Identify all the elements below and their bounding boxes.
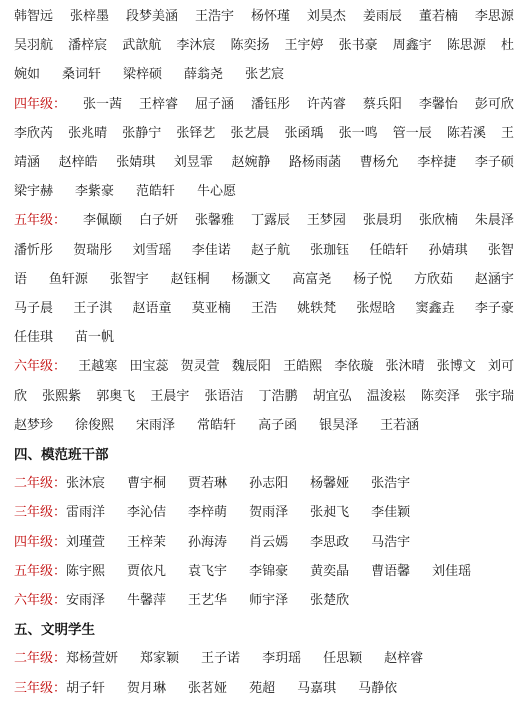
student-name: 张函瑀 (284, 126, 324, 141)
student-name: 李玥瑶 (262, 651, 302, 666)
student-name: 范皓轩 (136, 184, 176, 199)
student-name: 王皓熙 (283, 359, 323, 374)
student-name: 张婧琪 (116, 155, 156, 170)
student-name: 高富尧 (292, 272, 332, 287)
student-name: 马静依 (358, 681, 398, 696)
student-name: 孙海涛 (188, 535, 228, 550)
name-line (14, 590, 514, 612)
student-name: 杜 (500, 38, 514, 53)
student-name: 丁露辰 (250, 213, 290, 228)
name-line (14, 298, 514, 320)
student-name: 薛翁尧 (184, 67, 224, 82)
student-name: 师宇泽 (249, 593, 289, 608)
student-name: 张艺宸 (245, 67, 285, 82)
student-name: 杨馨娅 (310, 476, 350, 491)
student-name: 张宇瑞 (474, 389, 514, 404)
student-name: 贺月琳 (127, 681, 167, 696)
student-name: 王若涵 (380, 418, 420, 433)
section-heading: 四、模范班干部 (14, 447, 109, 463)
student-name: 赵子航 (250, 243, 290, 258)
student-name: 贺瑞彤 (73, 243, 113, 258)
student-name: 许芮睿 (306, 97, 346, 112)
name-line (14, 415, 514, 437)
student-name: 欣 (14, 389, 28, 404)
student-name: 常皓轩 (197, 418, 237, 433)
student-name: 王宇婷 (284, 38, 324, 53)
student-name: 陈思源 (446, 38, 486, 53)
student-name: 蔡兵阳 (362, 97, 402, 112)
student-name: 贺灵萱 (180, 359, 220, 374)
student-name: 魏辰阳 (231, 359, 271, 374)
student-name: 李子豪 (474, 301, 514, 316)
student-name: 张沐晴 (385, 359, 425, 374)
student-name: 刘昱霏 (173, 155, 213, 170)
student-name: 李梓捷 (417, 155, 457, 170)
grade-label: 四年级： (14, 535, 67, 550)
name-line (14, 123, 514, 145)
student-name: 田宝蕊 (129, 359, 169, 374)
student-name: 贾依凡 (127, 564, 167, 579)
student-name: 窦鑫垚 (415, 301, 455, 316)
student-name: 李佳诺 (191, 243, 231, 258)
student-name: 黄奕晶 (310, 564, 350, 579)
student-name: 胡子轩 (66, 681, 106, 696)
student-name: 刘昊杰 (306, 9, 346, 24)
name-line (14, 561, 514, 583)
student-name: 张熙紫 (42, 389, 82, 404)
student-name: 王梦园 (306, 213, 346, 228)
grade-label: 六年级： (14, 359, 67, 374)
student-name: 张智宇 (109, 272, 149, 287)
student-name: 李佳颖 (371, 505, 411, 520)
student-name: 宋雨泽 (136, 418, 176, 433)
student-name: 莫亚楠 (191, 301, 231, 316)
student-name: 李馨怡 (418, 97, 458, 112)
student-name: 武歆航 (122, 38, 162, 53)
student-name: 姜雨辰 (362, 9, 402, 24)
student-name: 彭可欣 (474, 97, 514, 112)
student-name: 张兆晴 (68, 126, 108, 141)
grade-label: 三年级： (14, 681, 67, 696)
student-name: 杨怀瑾 (250, 9, 290, 24)
student-name: 袁飞宇 (188, 564, 228, 579)
name-line (14, 678, 514, 700)
student-name: 张楚欣 (310, 593, 350, 608)
student-name: 张沐宸 (66, 476, 106, 491)
student-name: 王 (500, 126, 514, 141)
student-name: 杨子悦 (353, 272, 393, 287)
student-name: 李思源 (474, 9, 514, 24)
student-name: 周鑫宇 (392, 38, 432, 53)
student-name: 李子硕 (474, 155, 514, 170)
student-name: 管一辰 (392, 126, 432, 141)
name-line (14, 356, 514, 378)
name-line (14, 181, 514, 203)
student-name: 李依璇 (334, 359, 374, 374)
student-name: 梁梓硕 (123, 67, 163, 82)
student-name: 孙志阳 (249, 476, 289, 491)
student-name: 王越寒 (78, 359, 118, 374)
name-line (14, 473, 514, 495)
student-name: 路杨雨菡 (289, 155, 342, 170)
student-name: 桑词轩 (62, 67, 102, 82)
student-name: 张欣楠 (418, 213, 458, 228)
student-name: 孙婧琪 (428, 243, 468, 258)
student-name: 刘瑾萱 (66, 535, 106, 550)
name-line (14, 532, 514, 554)
student-name: 王浩 (250, 301, 277, 316)
student-name: 李沐宸 (176, 38, 216, 53)
student-name: 马浩宇 (371, 535, 411, 550)
student-name: 张铎艺 (176, 126, 216, 141)
student-name: 王浩宇 (194, 9, 234, 24)
student-name: 郑家颖 (140, 651, 180, 666)
student-name: 李紫豪 (75, 184, 115, 199)
student-name: 贾若琳 (188, 476, 228, 491)
student-name: 潘忻彤 (14, 243, 54, 258)
student-name: 张晨玥 (362, 213, 402, 228)
student-name: 张智 (487, 243, 514, 258)
student-name: 王梓茉 (127, 535, 167, 550)
student-name: 张珈钰 (310, 243, 350, 258)
student-name: 胡宜弘 (312, 389, 352, 404)
section-heading: 五、文明学生 (14, 622, 95, 638)
student-name: 赵语童 (132, 301, 172, 316)
student-name: 高子函 (258, 418, 298, 433)
student-name: 张一鸣 (338, 126, 378, 141)
name-line (14, 240, 514, 262)
student-name: 张馨雅 (194, 213, 234, 228)
name-line (14, 152, 514, 174)
student-name: 赵梓皓 (58, 155, 98, 170)
name-line (14, 648, 514, 670)
student-name: 张浩宇 (371, 476, 411, 491)
student-name: 靖涵 (14, 155, 41, 170)
student-name: 张静宁 (122, 126, 162, 141)
name-line (14, 502, 514, 524)
student-name: 张煜晗 (356, 301, 396, 316)
student-name: 屈子涵 (194, 97, 234, 112)
student-name: 董若楠 (418, 9, 458, 24)
student-name: 丁浩鹏 (258, 389, 298, 404)
student-name: 陈宇熙 (66, 564, 106, 579)
student-name: 张语洁 (204, 389, 244, 404)
name-line (14, 386, 514, 408)
grade-label: 四年级： (14, 97, 67, 112)
student-name: 刘可 (487, 359, 514, 374)
student-name: 贺雨泽 (249, 505, 289, 520)
student-name: 温浚崧 (366, 389, 406, 404)
student-name: 吴羽航 (14, 38, 54, 53)
student-name: 银昊泽 (319, 418, 359, 433)
student-name: 潘梓宸 (68, 38, 108, 53)
grade-label: 二年级： (14, 476, 67, 491)
student-name: 陈奕扬 (230, 38, 270, 53)
student-name: 陈若溪 (446, 126, 486, 141)
student-name: 张博文 (436, 359, 476, 374)
student-name: 陈奕泽 (420, 389, 460, 404)
student-name: 马子晨 (14, 301, 54, 316)
grade-label: 五年级： (14, 564, 67, 579)
student-name: 刘佳瑶 (432, 564, 472, 579)
student-name: 段梦美涵 (125, 9, 178, 24)
student-name: 赵钰桐 (170, 272, 210, 287)
student-name: 李思政 (310, 535, 350, 550)
student-name: 郑杨萱妍 (66, 651, 119, 666)
student-name: 牛心愿 (197, 184, 237, 199)
student-name: 鱼轩源 (48, 272, 88, 287)
grade-label: 二年级： (14, 651, 67, 666)
student-name: 任皓轩 (369, 243, 409, 258)
student-name: 王晨宇 (150, 389, 190, 404)
student-name: 赵涵宇 (474, 272, 514, 287)
student-name: 安雨泽 (66, 593, 106, 608)
student-name: 苑超 (249, 681, 276, 696)
student-name: 李锦豪 (249, 564, 289, 579)
student-name: 朱晨泽 (474, 213, 514, 228)
student-name: 张梓墨 (69, 9, 109, 24)
student-name: 刘雪瑶 (132, 243, 172, 258)
student-name: 张茗娅 (188, 681, 228, 696)
grade-label: 三年级： (14, 505, 67, 520)
student-name: 马嘉琪 (297, 681, 337, 696)
student-name: 郭奥飞 (96, 389, 136, 404)
student-name: 李佩颐 (82, 213, 122, 228)
student-name: 语 (14, 272, 28, 287)
student-name: 任佳琪 (14, 330, 54, 345)
student-name: 张艺晨 (230, 126, 270, 141)
student-name: 赵梓睿 (384, 651, 424, 666)
student-name: 王子诺 (201, 651, 241, 666)
name-line (14, 94, 514, 116)
student-name: 杨灏文 (231, 272, 271, 287)
student-name: 徐俊熙 (75, 418, 115, 433)
student-name: 曹宇桐 (127, 476, 167, 491)
student-name: 李欣芮 (14, 126, 54, 141)
student-name: 韩智远 (14, 9, 54, 24)
student-name: 婉如 (14, 67, 41, 82)
name-line (14, 327, 514, 349)
student-name: 王艺华 (188, 593, 228, 608)
student-name: 张书豪 (338, 38, 378, 53)
name-line (14, 64, 514, 86)
name-line (14, 6, 514, 28)
student-name: 赵梦珍 (14, 418, 54, 433)
student-name: 牛馨萍 (127, 593, 167, 608)
student-name: 潘钰彤 (250, 97, 290, 112)
student-name: 曹杨允 (359, 155, 399, 170)
student-name: 肖云嫣 (249, 535, 289, 550)
student-name: 雷雨洋 (66, 505, 106, 520)
student-name: 王梓睿 (138, 97, 178, 112)
student-name: 张一茜 (82, 97, 122, 112)
grade-label: 五年级： (14, 213, 67, 228)
name-line (14, 35, 514, 57)
grade-label: 六年级： (14, 593, 67, 608)
name-line (14, 269, 514, 291)
student-name: 姚轶梵 (297, 301, 337, 316)
student-name: 李沁佶 (127, 505, 167, 520)
student-name: 张昶飞 (310, 505, 350, 520)
student-name: 曹语馨 (371, 564, 411, 579)
name-line (14, 210, 514, 232)
student-name: 李梓萌 (188, 505, 228, 520)
student-name: 王子淇 (73, 301, 113, 316)
student-name: 梁宇赫 (14, 184, 54, 199)
student-name: 苗一帆 (75, 330, 115, 345)
student-name: 白子妍 (138, 213, 178, 228)
student-name: 方欣茹 (414, 272, 454, 287)
student-name: 赵婉静 (231, 155, 271, 170)
student-name: 任思颖 (323, 651, 363, 666)
